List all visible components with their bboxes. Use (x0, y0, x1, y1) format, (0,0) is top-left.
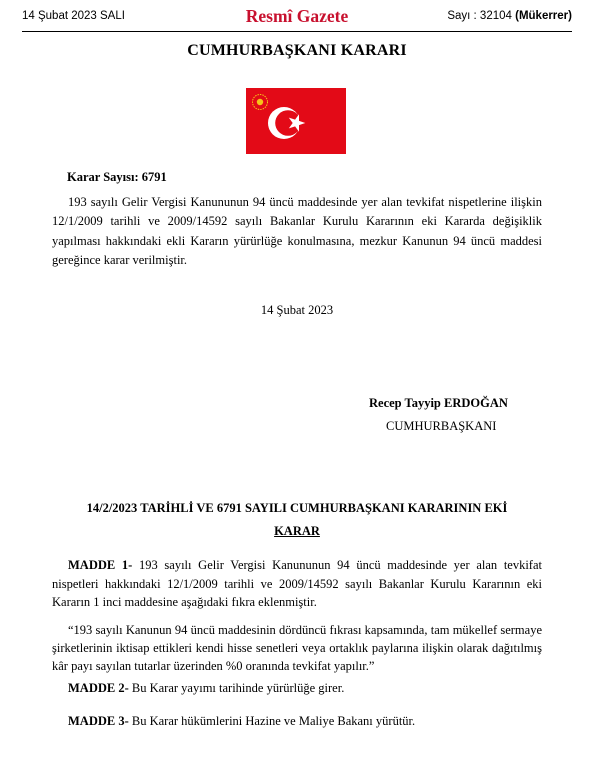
issue-label: Sayı : 32104 (447, 10, 512, 22)
signer-first-name: Recep Tayyip (369, 396, 445, 410)
article-2-label: MADDE 2- (68, 681, 129, 695)
article-3 (68, 714, 415, 729)
issue-number (447, 10, 572, 22)
article-3-text: Bu Karar hükümlerini Hazine ve Maliye Bakanı yürütür. (128, 714, 416, 728)
article-1-quote: “193 sayılı Kanunun 94 üncü maddesinin dördüncü fıkrası kapsamında, tam mükellef sermaye şirketlerinin iktisap ettikleri kendi hisse senetleri veya ortaklık paylarına ilişkin olarak dağıtılmış kâr payı sayılan tutarlar üzerinden %0 oranında tevkifat yapılır.” (52, 623, 542, 673)
article-1 (52, 556, 542, 612)
header-date: 14 Şubat 2023 SALI (22, 10, 125, 22)
article-2 (68, 681, 344, 696)
annex-subtitle: KARAR (274, 524, 320, 538)
article-2-text: Bu Karar yayımı tarihinde yürürlüğe girer. (128, 681, 345, 695)
document-title: CUMHURBAŞKANI KARARI (187, 42, 407, 59)
decision-body: 193 sayılı Gelir Vergisi Kanununun 94 üncü maddesinde yer alan tevkifat nispetlerine ilişkin 12/1/2009 tarihli ve 2009/14592 sayılı Bakanlar Kurulu Kararının eki Kararda değişiklik yapılması hakkındaki ekli Kararın yürürlüğe konulmasına, mezkur Kanunun 94 üncü maddesi gereğince karar verilmiştir. (52, 195, 542, 268)
signer-name (369, 396, 508, 411)
decision-date: 14 Şubat 2023 (260, 303, 334, 317)
turkish-flag-icon (246, 88, 346, 154)
signer-title: CUMHURBAŞKANI (386, 419, 497, 433)
article-1-text: 193 sayılı Gelir Vergisi Kanununun 94 üncü maddesinde yer alan tevkifat nispetleri hakkındaki 12/1/2009 tarihli ve 2009/14592 sayılı Bakanlar Kurulu Kararının eki Kararın 1 inci maddesine aşağıdaki fıkra eklenmiştir. (52, 558, 542, 609)
article-1-label: MADDE 1- (68, 558, 133, 572)
gazette-name: Resmî Gazete (245, 6, 349, 26)
issue-extra: (Mükerrer) (515, 10, 572, 22)
annex-title: 14/2/2023 TARİHLİ VE 6791 SAYILI CUMHURBAŞKANI KARARININ EKİ (86, 501, 508, 515)
gazette-header (22, 6, 572, 30)
decision-number: Karar Sayısı: 6791 (67, 170, 167, 184)
article-3-label: MADDE 3- (68, 714, 129, 728)
signer-last-name: ERDOĞAN (444, 396, 508, 410)
header-divider (22, 31, 572, 32)
